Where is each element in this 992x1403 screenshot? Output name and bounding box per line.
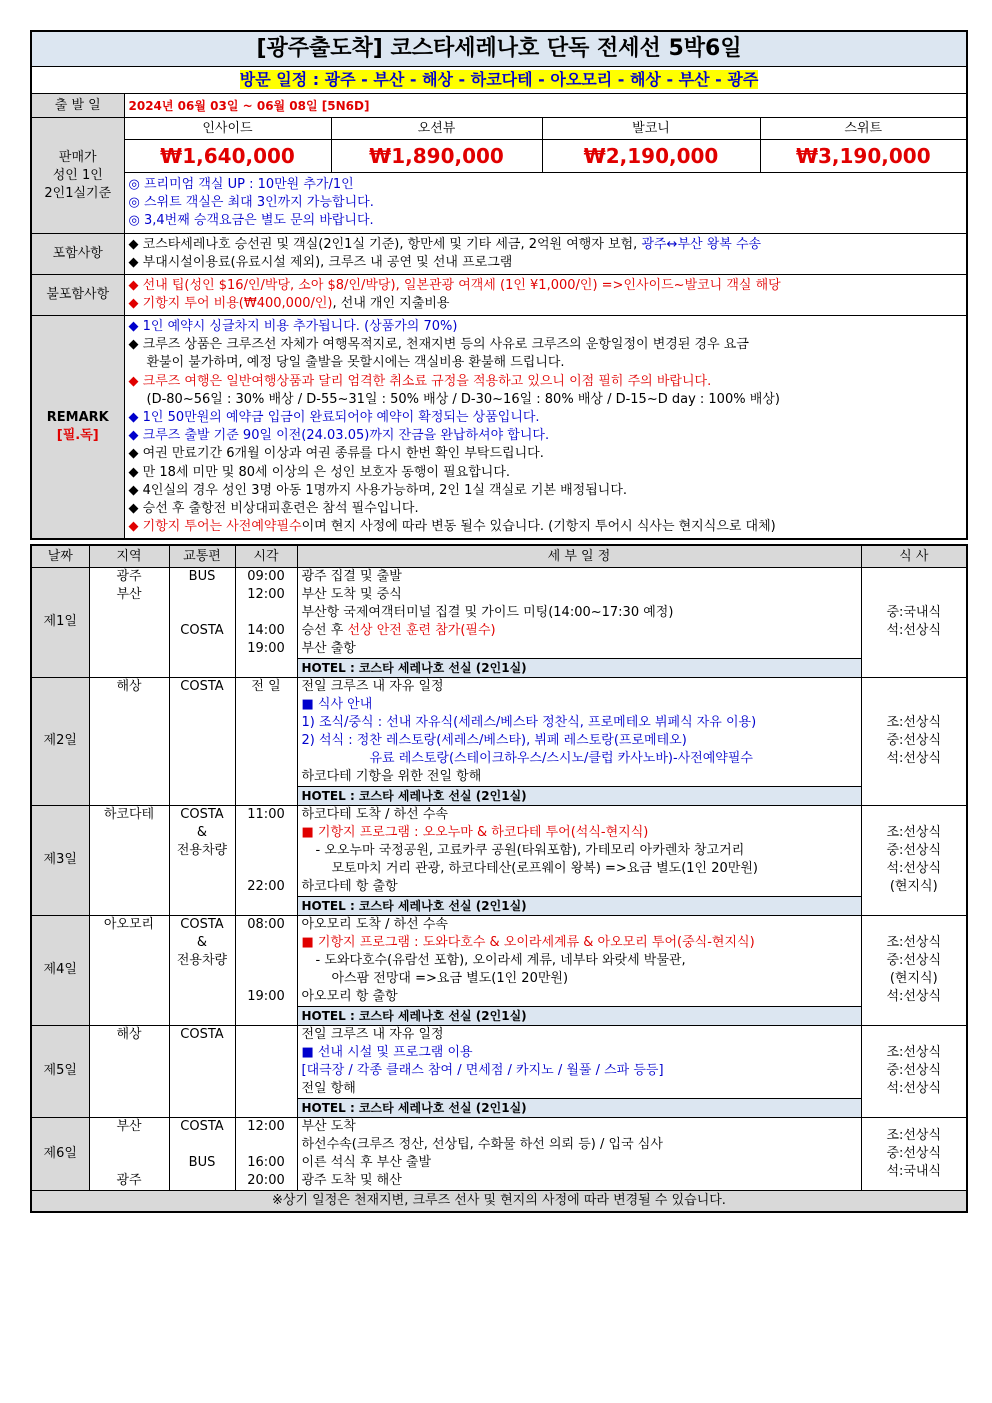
cabin-price: ₩2,190,000 [542,140,760,173]
remark-content [124,316,967,540]
meal-text: 조:선상식 [886,825,942,841]
detail-line: ■ 기항지 프로그램 : 도와다호수 & 오이라세계류 & 아오모리 투어(중식-현지식) [301,934,755,950]
header-date: 날짜 [31,545,89,567]
detail-line: 광주 집결 및 출발 [301,568,402,584]
day-meals [861,915,967,1025]
included-transfer: 광주↔부산 왕복 수송 [641,237,762,252]
remark-line: ◆ 승선 후 출항전 비상대피훈련은 참석 필수입니다. [128,501,419,517]
detail-line: 아스팜 전망대 =>요금 별도(1인 20만원) [331,970,569,986]
remark-line: ◆ 4인실의 경우 성인 3명 아동 1명까지 사용가능하며, 2인 1실 객실로 기본 배정됩니다. [128,482,628,498]
footer-note: ※상기 일정은 천재지변, 크루즈 선사 및 현지의 사정에 따라 변경될 수 있습니다. [31,1190,967,1212]
remark-line: ◆ 만 18세 미만 및 80세 이상의 은 성인 보호자 동행이 필요합니다. [128,464,511,480]
meal-text: 석:선상식 [886,751,942,767]
day-region [89,1117,169,1190]
detail-line: 전일 항해 [301,1080,356,1096]
day-region [89,567,169,677]
detail-line: 광주 도착 및 해산 [301,1172,402,1188]
day-detail [297,915,861,1025]
time-text: 19:00 [247,640,285,656]
itinerary-document [30,30,966,1213]
day-transport: COSTA [169,677,235,805]
excluded-line: ◆ 선내 팁(성인 $16/인/박당, 소아 $8/인/박당), 일본관광 여객세 (1인 ¥1,000/인) =>인사이드~발코니 객실 해당 [128,278,781,293]
hotel-line: HOTEL : 코스타 세레나호 선실 (2인1실) [298,1006,861,1025]
meal-text: 중:선상식 [886,733,942,749]
detail-line: 이른 석식 후 부산 출발 [301,1154,432,1170]
day-detail [297,805,861,915]
transport-text: BUS [188,1154,216,1170]
price-label-line: 2인1실기준 [44,185,112,201]
included-line: ◆ 부대시설이용료(유료시설 제외), 크루즈 내 공연 및 선내 프로그램 [128,255,513,270]
included-content [124,234,967,275]
day-label: 제4일 [31,915,89,1025]
region-text: 광주 [116,1172,142,1188]
time-text: 19:00 [247,988,285,1004]
detail-line: 부산 도착 [301,1118,356,1134]
day-region: 해상 [89,677,169,805]
transport-text: 전용차량 [176,842,228,858]
day-times [235,915,297,1025]
detail-line: 1) 조식/중식 : 선내 자유식(세레스/베스타 정찬식, 프로메테오 뷔페식 자유 이용) [301,714,757,730]
detail-line: 승선 후 [301,622,348,638]
meal-text: 석:국내식 [886,1163,942,1179]
remark-line: 환불이 불가하며, 예정 당일 출발을 못할시에는 객실비용 환불해 드립니다. [146,355,565,371]
day-transport [169,915,235,1025]
transport-text: 전용차량 [176,952,228,968]
day-detail [297,677,861,805]
cabin-price: ₩3,190,000 [760,140,967,173]
meal-text: 조:선상식 [886,1045,942,1061]
day3-row [31,805,967,915]
route-text: 방문 일정 : 광주 - 부산 - 해상 - 하코다테 - 아오모리 - 해상 - 부산 - 광주 [239,70,759,89]
transport-text: COSTA [180,622,224,638]
detail-line: 전일 크루즈 내 자유 일정 [301,678,444,694]
day-label: 제6일 [31,1117,89,1190]
detail-line: 아오모리 항 출항 [301,988,398,1004]
day-transport [169,1117,235,1190]
meal-text: 조:선상식 [886,715,942,731]
meal-text: 석:선상식 [886,861,942,877]
day1-row [31,567,967,677]
day-meals [861,1117,967,1190]
remark-line: ◆ 1인 50만원의 예약금 입금이 완료되어야 예약이 확정되는 상품입니다. [128,410,540,426]
region-text: 광주 [116,568,142,584]
remark-line: 이며 현지 사정에 따라 변동 될수 있습니다. (기항지 투어시 식사는 현지식으로 대체) [301,519,776,535]
day4-row [31,915,967,1025]
excluded-content [124,275,967,316]
detail-line: 부산 출항 [301,640,356,656]
time-text: 20:00 [247,1172,285,1188]
transport-gap [170,586,235,622]
transport-text: COSTA [180,1118,224,1134]
remark-line: (D-80~56일 : 30% 배상 / D-55~31일 : 50% 배상 / D-30~16일 : 80% 배상 / D-15~D day : 100% 배상) [146,391,780,407]
cabin-name: 스위트 [760,118,967,140]
cabin-name: 오션뷰 [331,118,542,140]
detail-line: [대극장 / 각종 클래스 참여 / 면세점 / 카지노 / 월풀 / 스파 등등] [301,1062,664,1078]
time-gap [236,934,297,988]
day-region: 하코다테 [89,805,169,915]
detail-line: ■ 식사 안내 [301,696,373,712]
cabin-name: 인사이드 [124,118,331,140]
detail-line: 모토마치 거리 관광, 하코다테산(로프웨이 왕복) =>요금 별도(1인 20만원) [331,860,758,876]
hotel-line: HOTEL : 코스타 세레나호 선실 (2인1실) [298,786,861,805]
detail-line: - 오오누마 국정공원, 고료카쿠 공원(타워포함), 가테모리 아카렌차 창고거리 [315,842,745,858]
day-label: 제2일 [31,677,89,805]
hotel-line: HOTEL : 코스타 세레나호 선실 (2인1실) [298,1098,861,1117]
hotel-line: HOTEL : 코스타 세레나호 선실 (2인1실) [298,896,861,915]
price-note: ◎ 스위트 객실은 최대 3인까지 가능합니다. [128,195,374,210]
header-region: 지역 [89,545,169,567]
meal-text: 석:선상식 [886,1081,942,1097]
detail-line: 아오모리 도착 / 하선 수속 [301,916,448,932]
time-text: 22:00 [247,878,285,894]
price-label-line: 성인 1인 [52,167,103,183]
transport-gap [170,1136,235,1154]
transport-text: & [196,934,208,950]
route-row [31,67,967,94]
meal-text: 석:선상식 [886,623,942,639]
detail-line: 부산 도착 및 중식 [301,586,402,602]
cabin-price: ₩1,890,000 [331,140,542,173]
day-times [235,567,297,677]
day-transport [169,567,235,677]
header-detail: 세 부 일 정 [297,545,861,567]
time-gap [236,824,297,878]
region-gap [90,1136,169,1172]
cabin-name: 발코니 [542,118,760,140]
day2-row [31,677,967,805]
meal-text: 중:선상식 [886,1063,942,1079]
header-meals: 식 사 [861,545,967,567]
price-note: ◎ 3,4번째 승객요금은 별도 문의 바랍니다. [128,213,374,228]
price-notes [124,173,967,234]
meal-text: (현지식) [889,971,938,987]
meal-text: 조:선상식 [886,935,942,951]
detail-line: 하코다테 항 출항 [301,878,398,894]
day-detail [297,1117,861,1190]
transport-text: BUS [188,568,216,584]
time-text: 14:00 [247,622,285,638]
remark-line: ◆ 1인 예약시 싱글차지 비용 추가됩니다. (상품가의 70%) [128,319,458,334]
detail-line: 하선수속(크루즈 정산, 선상팁, 수화물 하선 의뢰 등) / 입국 심사 [301,1136,663,1152]
departure-value: 2024년 06월 03일 ~ 06월 08일 [5N6D] [124,94,967,118]
hotel-line: HOTEL : 코스타 세레나호 선실 (2인1실) [298,658,861,677]
header-transport: 교통편 [169,545,235,567]
day-meals [861,1025,967,1117]
schedule-table [30,544,968,1213]
day-label: 제5일 [31,1025,89,1117]
detail-line: ■ 선내 시설 및 프로그램 이용 [301,1044,473,1060]
day-region: 해상 [89,1025,169,1117]
remark-line: ◆ 크루즈 여행은 일반여행상품과 달리 엄격한 취소료 규정을 적용하고 있으니 이점 필히 주의 바랍니다. [128,373,712,389]
remark-label-text: REMARK [46,410,109,426]
time-text: 09:00 [247,568,285,584]
day-detail [297,567,861,677]
detail-line: 하코다테 기항을 위한 전일 항해 [301,768,482,784]
excluded-label: 불포함사항 [31,275,124,316]
meal-text: 중:선상식 [886,1145,942,1161]
meal-text: 중:선상식 [886,843,942,859]
day-times: 전 일 [235,677,297,805]
time-gap [236,1136,297,1154]
meal-text: 조:선상식 [886,1127,942,1143]
page-title: [광주출도착] 코스타세레나호 단독 전세선 5박6일 [31,31,967,67]
time-text: 11:00 [247,806,285,822]
time-text: 08:00 [247,916,285,932]
detail-line: 부산항 국제여객터미널 집결 및 가이드 미팅(14:00~17:30 예정) [301,604,674,620]
day-meals [861,677,967,805]
remark-line: ◆ 크루즈 상품은 크루즈선 자체가 여행목적지로, 천재지변 등의 사유로 크루즈의 운항일정이 변경된 경우 요금 [128,337,749,353]
cabin-price: ₩1,640,000 [124,140,331,173]
price-label [31,118,124,234]
transport-text: COSTA [180,916,224,932]
remark-label [31,316,124,540]
day-region: 아오모리 [89,915,169,1025]
price-label-line: 판매가 [58,149,97,165]
time-text: 16:00 [247,1154,285,1170]
time-text: 12:00 [247,1118,285,1134]
day5-row [31,1025,967,1117]
detail-line: - 도와다호수(유람선 포함), 오이라세 계류, 네부타 와랏세 박물관, [315,952,686,968]
day-meals [861,567,967,677]
info-table [30,30,968,540]
day-times [235,1117,297,1190]
included-line: ◆ 코스타세레나호 승선권 및 객실(2인1실 기준), 항만세 및 기타 세금, 2억원 여행자 보험, [128,237,642,252]
detail-line: 하코다테 도착 / 하선 수속 [301,806,448,822]
excluded-tour: ◆ 기항지 투어 비용(₩400,000/인) [128,296,333,311]
meal-text: 중:국내식 [886,605,942,621]
departure-label: 출 발 일 [31,94,124,118]
day-transport [169,805,235,915]
transport-text: COSTA [180,806,224,822]
region-text: 부산 [116,586,142,602]
meal-text: 석:선상식 [886,989,942,1005]
detail-line: 유료 레스토랑(스테이크하우스/스시노/클럽 카사노바)-사전예약필수 [369,750,753,766]
detail-line: 2) 석식 : 정찬 레스토랑(세레스/베스타), 뷔페 레스토랑(프로메테오) [301,732,687,748]
remark-line: ◆ 여권 만료기간 6개월 이상과 여권 종류를 다시 한번 확인 부탁드립니다. [128,446,544,462]
day-label: 제3일 [31,805,89,915]
day-transport: COSTA [169,1025,235,1117]
detail-line: ■ 기항지 프로그램 : 오오누마 & 하코다테 투어(석식-현지식) [301,824,649,840]
safety-drill: 선상 안전 훈련 참가(필수) [347,622,496,638]
meal-text: (현지식) [889,879,938,895]
detail-line: 전일 크루즈 내 자유 일정 [301,1026,444,1042]
time-gap [236,604,297,622]
transport-text: & [196,824,208,840]
remark-line: ◆ 크루즈 출발 기준 90일 이전(24.03.05)까지 잔금을 완납하셔야 합니다. [128,428,550,444]
day-meals [861,805,967,915]
meal-text: 중:선상식 [886,953,942,969]
remark-line: ◆ 기항지 투어는 사전예약필수 [128,519,302,535]
day-times [235,1025,297,1117]
day6-row [31,1117,967,1190]
included-label: 포함사항 [31,234,124,275]
time-text: 12:00 [247,586,285,602]
header-time: 시각 [235,545,297,567]
remark-label-sub: [필.독] [56,428,99,444]
region-text: 부산 [116,1118,142,1134]
day-label: 제1일 [31,567,89,677]
price-note: ◎ 프리미엄 객실 UP : 10만원 추가/1인 [128,177,354,192]
excluded-line: , 선내 개인 지출비용 [332,296,450,311]
day-times [235,805,297,915]
day-detail [297,1025,861,1117]
